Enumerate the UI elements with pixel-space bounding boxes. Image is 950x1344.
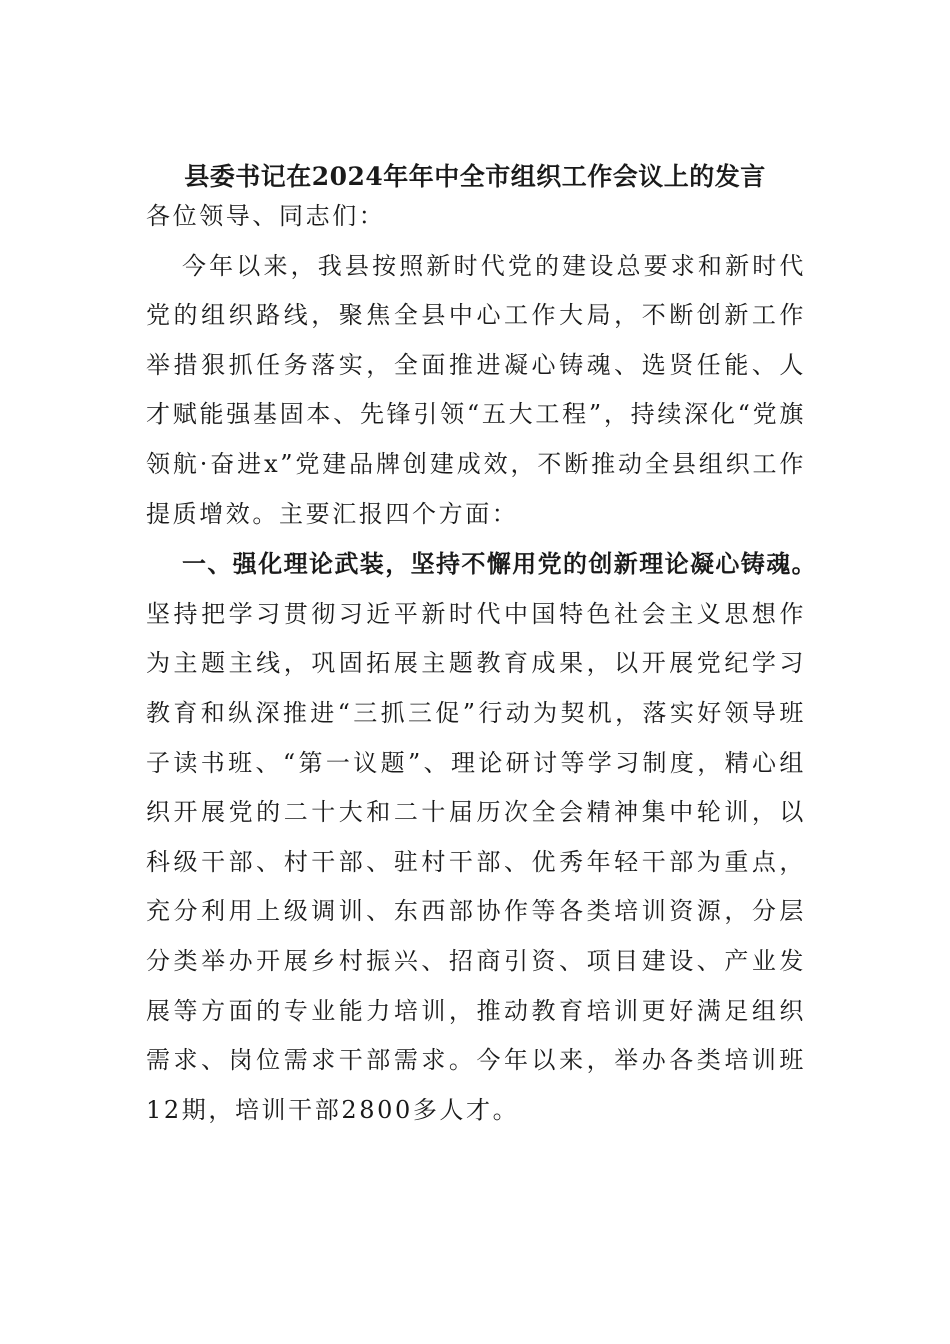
- section-paragraph: [146, 539, 817, 1135]
- section-body: 坚持把学习贯彻习近平新时代中国特色社会主义思想作为主题主线，巩固拓展主题教育成果，以开展党纪学习教育和纵深推进“三抓三促”行动为契机，落实好领导班子读书班、“第一议题”、理论研讨等学习制度，精心组织开展党的二十大和二十届历次全会精神集中轮训，以科级干部、村干部、驻村干部、优秀年轻干部为重点，充分利用上级调训、东西部协作等各类培训资源，分层分类举办开展乡村振兴、招商引资、项目建设、产业发展等方面的专业能力培训，推动教育培训更好满足组织需求、岗位需求干部需求。今年以来，举办各类培训班12期，培训干部2800多人才。: [146, 599, 806, 1124]
- intro-paragraph: 今年以来，我县按照新时代党的建设总要求和新时代党的组织路线，聚焦全县中心工作大局，不断创新工作举措狠抓任务落实，全面推进凝心铸魂、选贤任能、人才赋能强基固本、先锋引领“五大工程”，持续深化“党旗领航·奋进x”党建品牌创建成效，不断推动全县组织工作提质增效。主要汇报四个方面：: [146, 251, 806, 528]
- section-heading: 一、强化理论武装，坚持不懈用党的创新理论凝心铸魂。: [182, 549, 817, 579]
- document-body: [146, 192, 817, 1135]
- salutation: 各位领导、同志们：: [146, 202, 386, 230]
- document-title: 县委书记在2024年年中全市组织工作会议上的发言: [184, 162, 766, 191]
